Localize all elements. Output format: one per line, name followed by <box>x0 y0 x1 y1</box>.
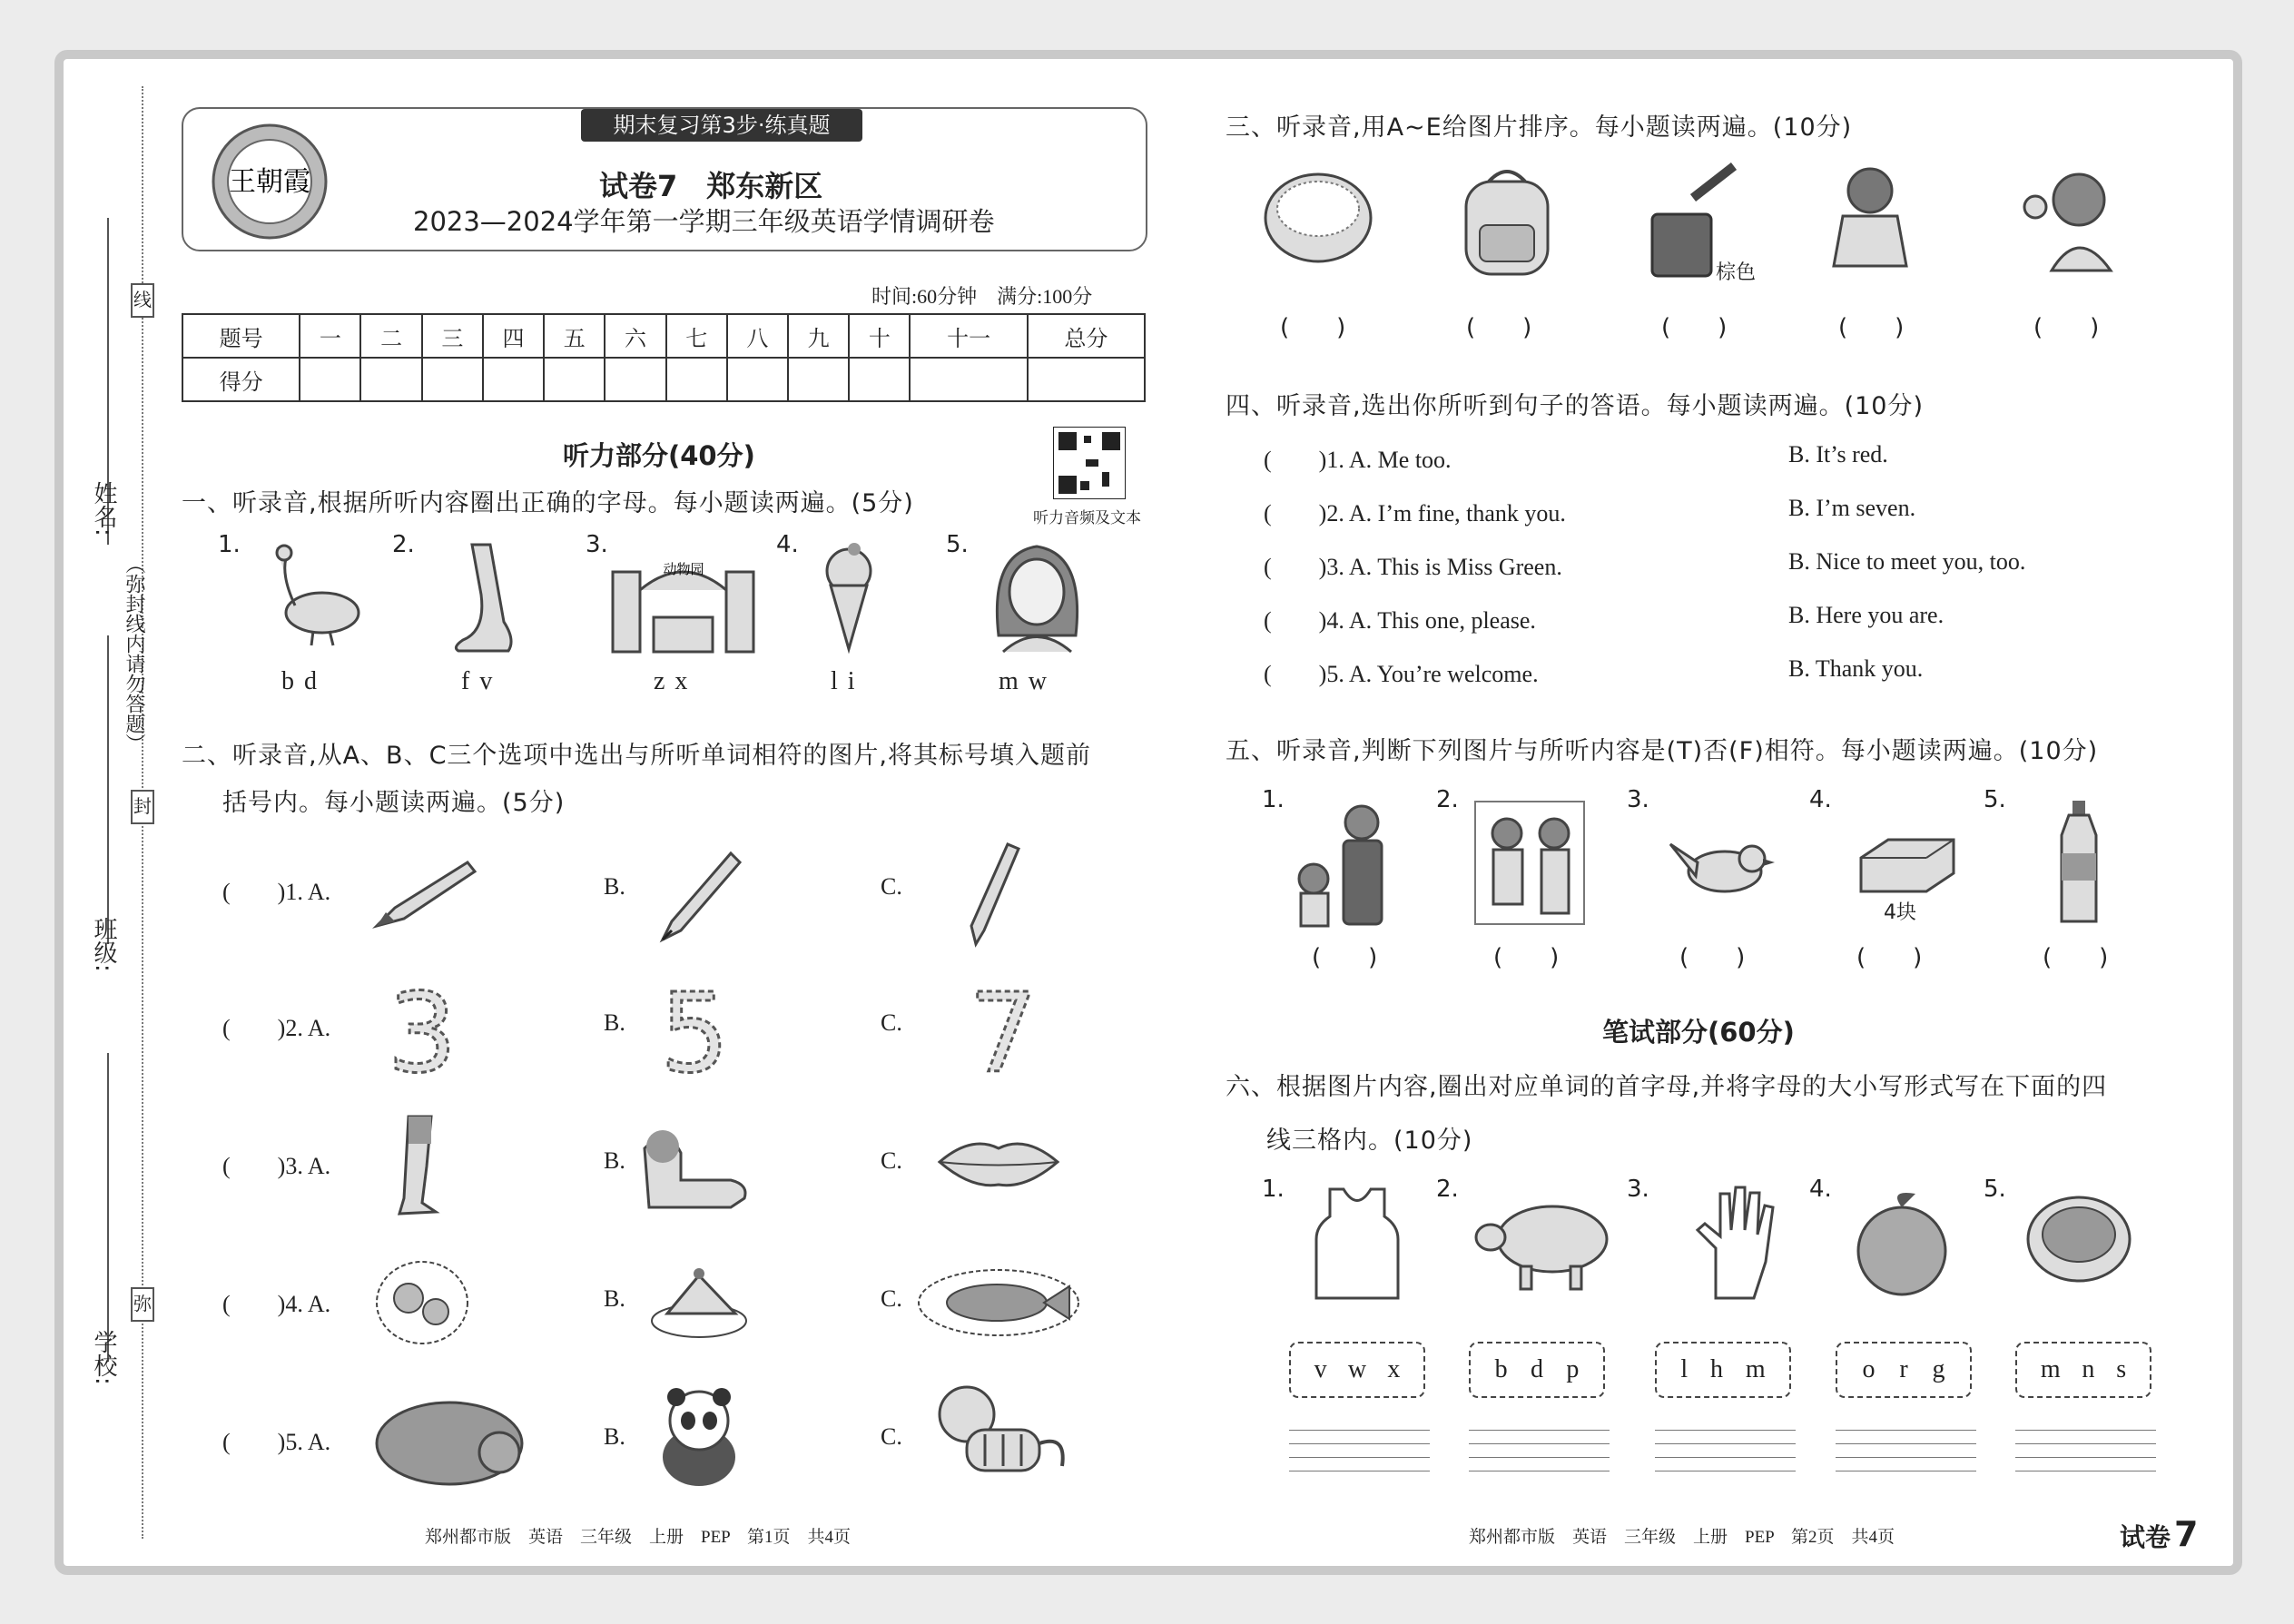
s4-item-a[interactable]: ( )4. A. This one, please. <box>1264 607 1536 634</box>
item-num: 1. <box>1262 786 1285 813</box>
section-5-title: 五、听录音,判断下列图片与所听内容是(T)否(F)相符。每小题读两遍。(10分) <box>1226 737 2099 765</box>
item-num: 1. <box>1262 1176 1285 1203</box>
greeting-scene-icon <box>1285 797 1403 929</box>
letter-choices[interactable]: m w <box>999 667 1049 695</box>
seal-char-seal: 封 <box>131 790 154 824</box>
score-cell: 五 <box>544 314 605 358</box>
writing-heading: 笔试部分(60分) <box>1602 1017 1795 1048</box>
number-5-icon <box>654 980 735 1080</box>
section-4-title: 四、听录音,选出你所听到句子的答语。每小题读两遍。(10分) <box>1226 392 1925 420</box>
writing-lines-2[interactable] <box>1469 1430 1610 1484</box>
s2-c-label: C. <box>881 1423 902 1450</box>
letter-choice[interactable]: r <box>1899 1355 1908 1383</box>
qr-caption: 听力音频及文本 <box>1033 509 1141 527</box>
score-input[interactable] <box>483 358 544 401</box>
item-num: 5. <box>1984 1176 2006 1203</box>
section-6-title-2: 线三格内。(10分) <box>1266 1127 1473 1155</box>
s4-item-b: B. I’m seven. <box>1788 495 1916 521</box>
score-cell: 三 <box>422 314 483 358</box>
section-6-title-1: 六、根据图片内容,圈出对应单词的首字母,并将字母的大小写形式写在下面的四 <box>1226 1073 2108 1101</box>
arm-icon <box>640 1121 753 1212</box>
letter-choice[interactable]: m <box>1745 1355 1766 1383</box>
item-num: 2. <box>1436 1176 1459 1203</box>
footer-right: 郑州都市版 英语 三年级 上册 PEP 第2页 共4页 <box>1469 1528 1895 1547</box>
score-cell: 六 <box>605 314 665 358</box>
cake-icon <box>649 1257 753 1348</box>
s4-item-b: B. Here you are. <box>1788 602 1944 628</box>
s4-item-b: B. It’s red. <box>1788 441 1888 468</box>
letter-choice[interactable]: b <box>1494 1355 1508 1383</box>
s4-item-b: B. Thank you. <box>1788 655 1924 682</box>
name-label: 姓名: <box>90 481 117 536</box>
letter-choice[interactable]: w <box>1347 1355 1367 1383</box>
score-input[interactable] <box>666 358 727 401</box>
score-input[interactable] <box>727 358 788 401</box>
s5-answer-paren[interactable]: ( ) <box>1493 944 1560 971</box>
s3-answer-paren[interactable]: ( ) <box>1280 314 1346 341</box>
class-field[interactable] <box>107 635 109 944</box>
orange-icon <box>1852 1189 1952 1298</box>
section-2-title-1: 二、听录音,从A、B、C三个选项中选出与所听单词相符的图片,将其标号填入题前 <box>182 742 1092 770</box>
school-label: 学校: <box>90 1330 117 1385</box>
s3-answer-paren[interactable]: ( ) <box>1466 314 1532 341</box>
paper-badge-label: 试卷 <box>2120 1522 2171 1552</box>
score-input[interactable] <box>300 358 360 401</box>
score-cell: 十 <box>849 314 910 358</box>
pencil-icon <box>962 840 1026 949</box>
two-kids-icon <box>1471 797 1589 929</box>
boy-squat-icon <box>1811 162 1929 280</box>
logo-seal <box>202 116 338 243</box>
score-cell: 得分 <box>182 358 300 401</box>
letter-choice[interactable]: x <box>1387 1355 1401 1383</box>
letter-choice[interactable]: g <box>1932 1355 1945 1383</box>
number-7-icon <box>962 980 1044 1080</box>
time-score: 时间:60分钟 满分:100分 <box>871 285 1093 308</box>
score-cell: 八 <box>727 314 788 358</box>
s3-answer-paren[interactable]: ( ) <box>1661 314 1728 341</box>
qr-code-icon[interactable] <box>1053 427 1126 499</box>
rice-bowl-icon <box>1262 168 1375 268</box>
s2-q4[interactable]: ( )4. A. <box>222 1291 331 1317</box>
writing-lines-1[interactable] <box>1289 1430 1430 1484</box>
s2-b-label: B. <box>604 1009 625 1036</box>
s2-q3[interactable]: ( )3. A. <box>222 1153 331 1179</box>
score-input[interactable] <box>849 358 910 401</box>
letter-choice[interactable]: m <box>2040 1355 2061 1383</box>
paper-badge-num: 7 <box>2174 1514 2199 1554</box>
banner: 期末复习第3步·练真题 <box>581 109 862 142</box>
listening-heading: 听力部分(40分) <box>563 440 755 471</box>
water-bottle-icon <box>2056 799 2102 926</box>
score-cell: 二 <box>360 314 421 358</box>
seal-char-line: 线 <box>131 283 154 318</box>
tiger-icon <box>930 1380 1071 1493</box>
crayon-icon <box>368 853 477 935</box>
s2-b-label: B. <box>604 1423 625 1450</box>
eraser-icon <box>1852 835 1961 899</box>
eraser-price-label: 4块 <box>1884 901 1916 924</box>
letter-choices[interactable]: f v <box>461 667 495 695</box>
svg-text:5: 5 <box>659 980 730 1080</box>
s4-item-a[interactable]: ( )5. A. You’re welcome. <box>1264 661 1539 687</box>
score-input[interactable] <box>605 358 665 401</box>
boy-waving-icon <box>2015 162 2133 280</box>
class-label: 班级: <box>90 917 117 972</box>
vest-icon <box>1312 1185 1403 1303</box>
s2-c-label: C. <box>881 1009 902 1036</box>
s5-answer-paren[interactable]: ( ) <box>1312 944 1378 971</box>
goose-icon <box>259 540 363 649</box>
hand-icon <box>1689 1180 1779 1303</box>
s3-answer-paren[interactable]: ( ) <box>2033 314 2100 341</box>
s2-q5[interactable]: ( )5. A. <box>222 1429 331 1455</box>
item-num: 2. <box>1436 786 1459 813</box>
item-num: 2. <box>392 531 415 558</box>
score-cell: 一 <box>300 314 360 358</box>
seal-notice: （弥封线内请勿答题） <box>123 554 145 753</box>
s5-answer-paren[interactable]: ( ) <box>1856 944 1923 971</box>
letter-box-4[interactable] <box>1836 1342 1972 1398</box>
section-2-title-2: 括号内。每小题读两遍。(5分) <box>222 789 566 817</box>
s2-b-label: B. <box>604 873 625 900</box>
letter-choices[interactable]: b d <box>281 667 319 695</box>
s4-item-a[interactable]: ( )3. A. This is Miss Green. <box>1264 554 1562 580</box>
writing-lines-4[interactable] <box>1836 1430 1976 1484</box>
ice-cream-icon <box>822 540 876 654</box>
s2-b-label: B. <box>604 1285 625 1312</box>
foot-icon <box>445 540 517 654</box>
school-field[interactable] <box>107 1053 109 1362</box>
score-cell: 七 <box>666 314 727 358</box>
score-input[interactable] <box>360 358 421 401</box>
item-num: 5. <box>1984 786 2006 813</box>
pig-icon <box>1471 1194 1616 1294</box>
section-3-title: 三、听录音,用A~E给图片排序。每小题读两遍。(10分) <box>1226 113 1853 142</box>
score-table <box>182 313 1146 402</box>
item-num: 3. <box>1627 1176 1649 1203</box>
section-1-title: 一、听录音,根据所听内容圈出正确的字母。每小题读两遍。(5分) <box>182 489 914 517</box>
s4-item-a[interactable]: ( )1. A. Me too. <box>1264 447 1452 473</box>
svg-text:3: 3 <box>387 980 458 1080</box>
paper-badge <box>2120 1514 2198 1554</box>
bear-icon <box>372 1389 536 1489</box>
panda-icon <box>649 1384 749 1489</box>
score-cell: 九 <box>788 314 849 358</box>
letter-choice[interactable]: h <box>1710 1355 1723 1383</box>
item-num: 1. <box>218 531 241 558</box>
letter-box-5[interactable] <box>2015 1342 2151 1398</box>
s2-c-label: C. <box>881 873 902 900</box>
letter-choice[interactable]: v <box>1314 1355 1327 1383</box>
score-input[interactable] <box>422 358 483 401</box>
letter-choice[interactable]: s <box>2116 1355 2127 1383</box>
mouth-icon <box>935 1130 1062 1194</box>
s2-c-label: C. <box>881 1147 902 1174</box>
letter-box-3[interactable] <box>1655 1342 1791 1398</box>
s5-answer-paren[interactable]: ( ) <box>1679 944 1746 971</box>
item-num: 3. <box>1627 786 1649 813</box>
s2-q2[interactable]: ( )2. A. <box>222 1015 331 1041</box>
svg-text:7: 7 <box>968 980 1039 1080</box>
brown-label: 棕色 <box>1716 261 1757 284</box>
letter-choice[interactable]: d <box>1530 1355 1543 1383</box>
leg-icon <box>377 1112 440 1221</box>
egg-icon <box>372 1257 472 1348</box>
letter-box-2[interactable] <box>1469 1342 1605 1398</box>
score-cell: 十一 <box>910 314 1027 358</box>
writing-lines-3[interactable] <box>1655 1430 1796 1484</box>
s5-answer-paren[interactable]: ( ) <box>2043 944 2109 971</box>
score-input[interactable] <box>544 358 605 401</box>
bird-icon <box>1661 826 1784 917</box>
score-cell: 题号 <box>182 314 300 358</box>
page-subtitle: 2023—2024学年第一学期三年级英语学情调研卷 <box>413 206 995 237</box>
letter-choices[interactable]: z x <box>654 667 690 695</box>
letter-box-1[interactable] <box>1289 1342 1425 1398</box>
page-title: 试卷7 郑东新区 <box>599 169 823 203</box>
item-num: 3. <box>586 531 608 558</box>
item-num: 4. <box>1809 786 1832 813</box>
letter-choice[interactable]: o <box>1862 1355 1876 1383</box>
s2-b-label: B. <box>604 1147 625 1174</box>
item-num: 5. <box>946 531 969 558</box>
noodles-icon <box>2024 1194 2133 1284</box>
letter-choice[interactable]: l <box>1680 1355 1689 1383</box>
item-num: 4. <box>776 531 799 558</box>
writing-lines-5[interactable] <box>2015 1430 2156 1484</box>
letter-choice[interactable]: p <box>1566 1355 1580 1383</box>
score-cell: 总分 <box>1028 314 1145 358</box>
s4-item-a[interactable]: ( )2. A. I’m fine, thank you. <box>1264 500 1566 527</box>
score-input[interactable] <box>788 358 849 401</box>
number-3-icon <box>381 980 463 1080</box>
seal-char-mi: 弥 <box>131 1287 154 1322</box>
s2-q1[interactable]: ( )1. A. <box>222 879 331 905</box>
item-num: 4. <box>1809 1176 1832 1203</box>
s3-answer-paren[interactable]: ( ) <box>1838 314 1905 341</box>
letter-choices[interactable]: l i <box>831 667 857 695</box>
zoo-sign: 动物园 <box>663 561 704 577</box>
zoo-gate-icon <box>604 554 763 654</box>
woman-icon <box>980 536 1094 654</box>
pen-icon <box>654 844 744 944</box>
score-input[interactable] <box>1028 358 1145 401</box>
s4-item-b: B. Nice to meet you, too. <box>1788 548 2026 575</box>
s2-c-label: C. <box>881 1285 902 1312</box>
fish-icon <box>917 1257 1080 1343</box>
score-input[interactable] <box>910 358 1027 401</box>
backpack-icon <box>1452 162 1561 280</box>
score-cell: 四 <box>483 314 544 358</box>
letter-choice[interactable]: n <box>2082 1355 2095 1383</box>
footer-left: 郑州都市版 英语 三年级 上册 PEP 第1页 共4页 <box>425 1528 852 1547</box>
logo-text: 王朝霞 <box>229 166 310 198</box>
